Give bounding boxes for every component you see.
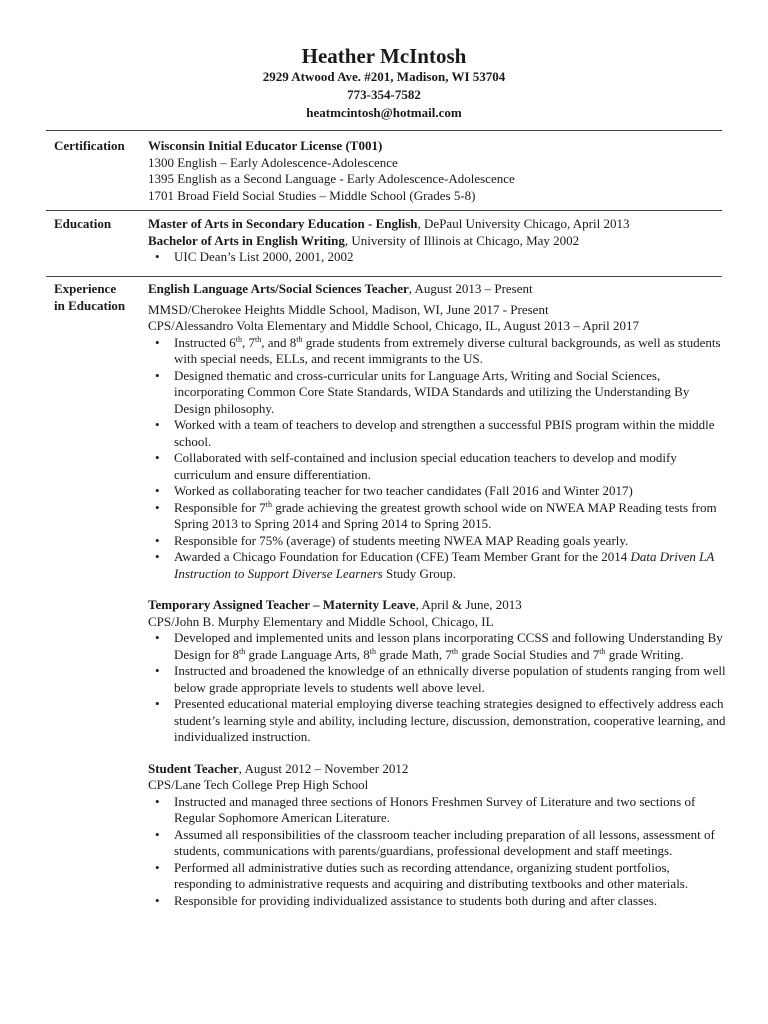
bullet-text: Assumed all responsibilities of the classroom teacher including preparation of all lessons, assessment of students, communications with parents/guardians, professional development and staff meetings. [174, 826, 715, 858]
bullet-icon: • [155, 334, 160, 350]
job-title [148, 281, 728, 298]
bullet-text: Responsible for 75% (average) of students meeting NWEA MAP Reading goals yearly. [174, 532, 629, 548]
divider [46, 130, 722, 131]
list-item: • Developed and implemented units and lesson plans incorporating CCSS and following Understanding By Design for 8th grade Language Arts, 8th grade Math, 7th grade Social Studies and 7th grade Writing. [155, 630, 723, 662]
degree-title: Bachelor of Arts in English Writing [148, 232, 345, 248]
job-role: English Language Arts/Social Sciences Teacher [148, 281, 409, 296]
list-item: • Responsible for 7th grade achieving the greatest growth school wide on NWEA MAP Reading tests from Spring 2013 to Spring 2014 and Spring 2014 to Spring 2015. [155, 499, 717, 531]
bullet-icon: • [155, 499, 160, 515]
school-line: CPS/Lane Tech College Prep High School [148, 777, 369, 792]
job-bullets [148, 794, 728, 910]
bullet-text: Instructed and broadened the knowledge of an ethnically diverse population of students ranging from well below grade appropriate levels to students well above level. [174, 663, 726, 695]
experience-body [148, 281, 728, 909]
section-label-line: in Education [54, 297, 126, 313]
bullet-icon: • [155, 892, 160, 908]
bullet-icon: • [155, 417, 160, 432]
license-line: 1300 English – Early Adolescence-Adolescence [148, 154, 398, 170]
bullet-text: UIC Dean’s List 2000, 2001, 2002 [174, 249, 354, 264]
list-item [148, 368, 728, 418]
degree-details: , University of Illinois at Chicago, May 2002 [344, 232, 580, 248]
divider [46, 210, 722, 211]
bullet-icon: • [155, 793, 160, 809]
list-item [148, 450, 728, 483]
list-item [148, 483, 728, 500]
bullet-icon: • [155, 483, 160, 498]
job-role: Student Teacher [148, 760, 239, 776]
job-title [148, 597, 728, 614]
school-line: MMSD/Cherokee Heights Middle School, Madison, WI, June 2017 - Present [148, 301, 549, 317]
school-line: CPS/Alessandro Volta Elementary and Middle School, Chicago, IL, August 2013 – April 2017 [148, 318, 639, 333]
bullet-text: Collaborated with self-contained and inclusion special education teachers to develop and modify curriculum and ensure differentiation. [174, 450, 677, 482]
job-role: Temporary Assigned Teacher – Maternity Leave [148, 597, 416, 612]
section-label-certification: Certification [54, 138, 125, 153]
license-line: 1395 English as a Second Language - Early Adolescence-Adolescence [148, 171, 515, 186]
section-label-education: Education [54, 216, 112, 231]
job-dates: , August 2013 – Present [408, 281, 533, 296]
list-item [148, 893, 728, 910]
phone: 773-354-7582 [347, 87, 421, 102]
list-item [148, 860, 728, 893]
bullet-icon: • [155, 367, 160, 383]
degree-masters [148, 216, 728, 233]
list-item [148, 696, 728, 746]
bullet-text: Presented educational material employing diverse teaching strategies designed to effectively address each student’s learning style and ability, including lecture, discussion, demonstration, cooperative learning, and individualized instruction. [174, 696, 726, 744]
list-item [148, 249, 728, 266]
email: heatmcintosh@hotmail.com [306, 105, 462, 120]
section-label-line: Experience [54, 281, 117, 296]
degree-details: , DePaul University Chicago, April 2013 [417, 216, 630, 231]
job-dates: , August 2012 – November 2012 [238, 760, 409, 776]
degree-bachelors [148, 233, 728, 250]
list-item [148, 663, 728, 696]
bullet-icon: • [155, 450, 160, 465]
bullet-text: Worked as collaborating teacher for two teacher candidates (Fall 2016 and Winter 2017) [174, 483, 633, 498]
degree-title: Master of Arts in Secondary Education - English [148, 216, 418, 231]
bullet-icon: • [155, 696, 160, 711]
bullet-icon: • [155, 826, 160, 842]
divider [46, 276, 722, 277]
resume-header [0, 0, 768, 122]
bullet-icon: • [155, 532, 160, 548]
address: 2929 Atwood Ave. #201, Madison, WI 53704 [262, 69, 506, 84]
job-title [148, 761, 728, 778]
bullet-text: Instructed and managed three sections of Honors Freshmen Survey of Literature and two sections of Regular Sophomore American Literature. [174, 793, 696, 825]
section-label-experience [54, 281, 144, 314]
candidate-name: Heather McIntosh [301, 44, 467, 68]
bullet-icon: • [155, 630, 160, 645]
list-item [148, 533, 728, 550]
list-item [148, 827, 728, 860]
bullet-icon: • [155, 859, 160, 875]
job-bullets [148, 335, 728, 583]
bullet-icon: • [155, 249, 160, 264]
bullet-icon: • [155, 549, 160, 564]
education-body [148, 216, 728, 266]
job-bullets [148, 630, 728, 746]
license-title: Wisconsin Initial Educator License (T001) [148, 138, 383, 153]
list-item: • Awarded a Chicago Foundation for Education (CFE) Team Member Grant for the 2014 Data Driven LA Instruction to Support Diverse Learners Study Group. [155, 549, 715, 581]
bullet-text: Worked with a team of teachers to develop and strengthen a successful PBIS program within the middle school. [174, 417, 715, 449]
license-line: 1701 Broad Field Social Studies – Middle School (Grades 5-8) [148, 187, 476, 203]
certification-body [148, 138, 728, 204]
bullet-text: Performed all administrative duties such as recording attendance, organizing student portfolios, responding to administrative requests and acquiring and distributing textbooks and other materials. [174, 859, 689, 891]
bullet-icon: • [155, 663, 160, 678]
school-line: CPS/John B. Murphy Elementary and Middle School, Chicago, IL [148, 613, 494, 629]
bullet-text: Responsible for providing individualized assistance to students both during and after classes. [174, 892, 658, 908]
job-dates: , April & June, 2013 [415, 597, 522, 612]
bullet-text: Designed thematic and cross-curricular units for Language Arts, Writing and Social Sciences, incorporating Common Core State Standards, WIDA Standards and utilizing the Understanding By Design philosophy. [174, 367, 690, 416]
list-item: • Instructed 6th, 7th, and 8th grade students from extremely diverse cultural backgrounds, as well as students with special needs, ELLs, and recent immigrants to the US. [155, 334, 721, 366]
list-item [148, 794, 728, 827]
list-item [148, 417, 728, 450]
